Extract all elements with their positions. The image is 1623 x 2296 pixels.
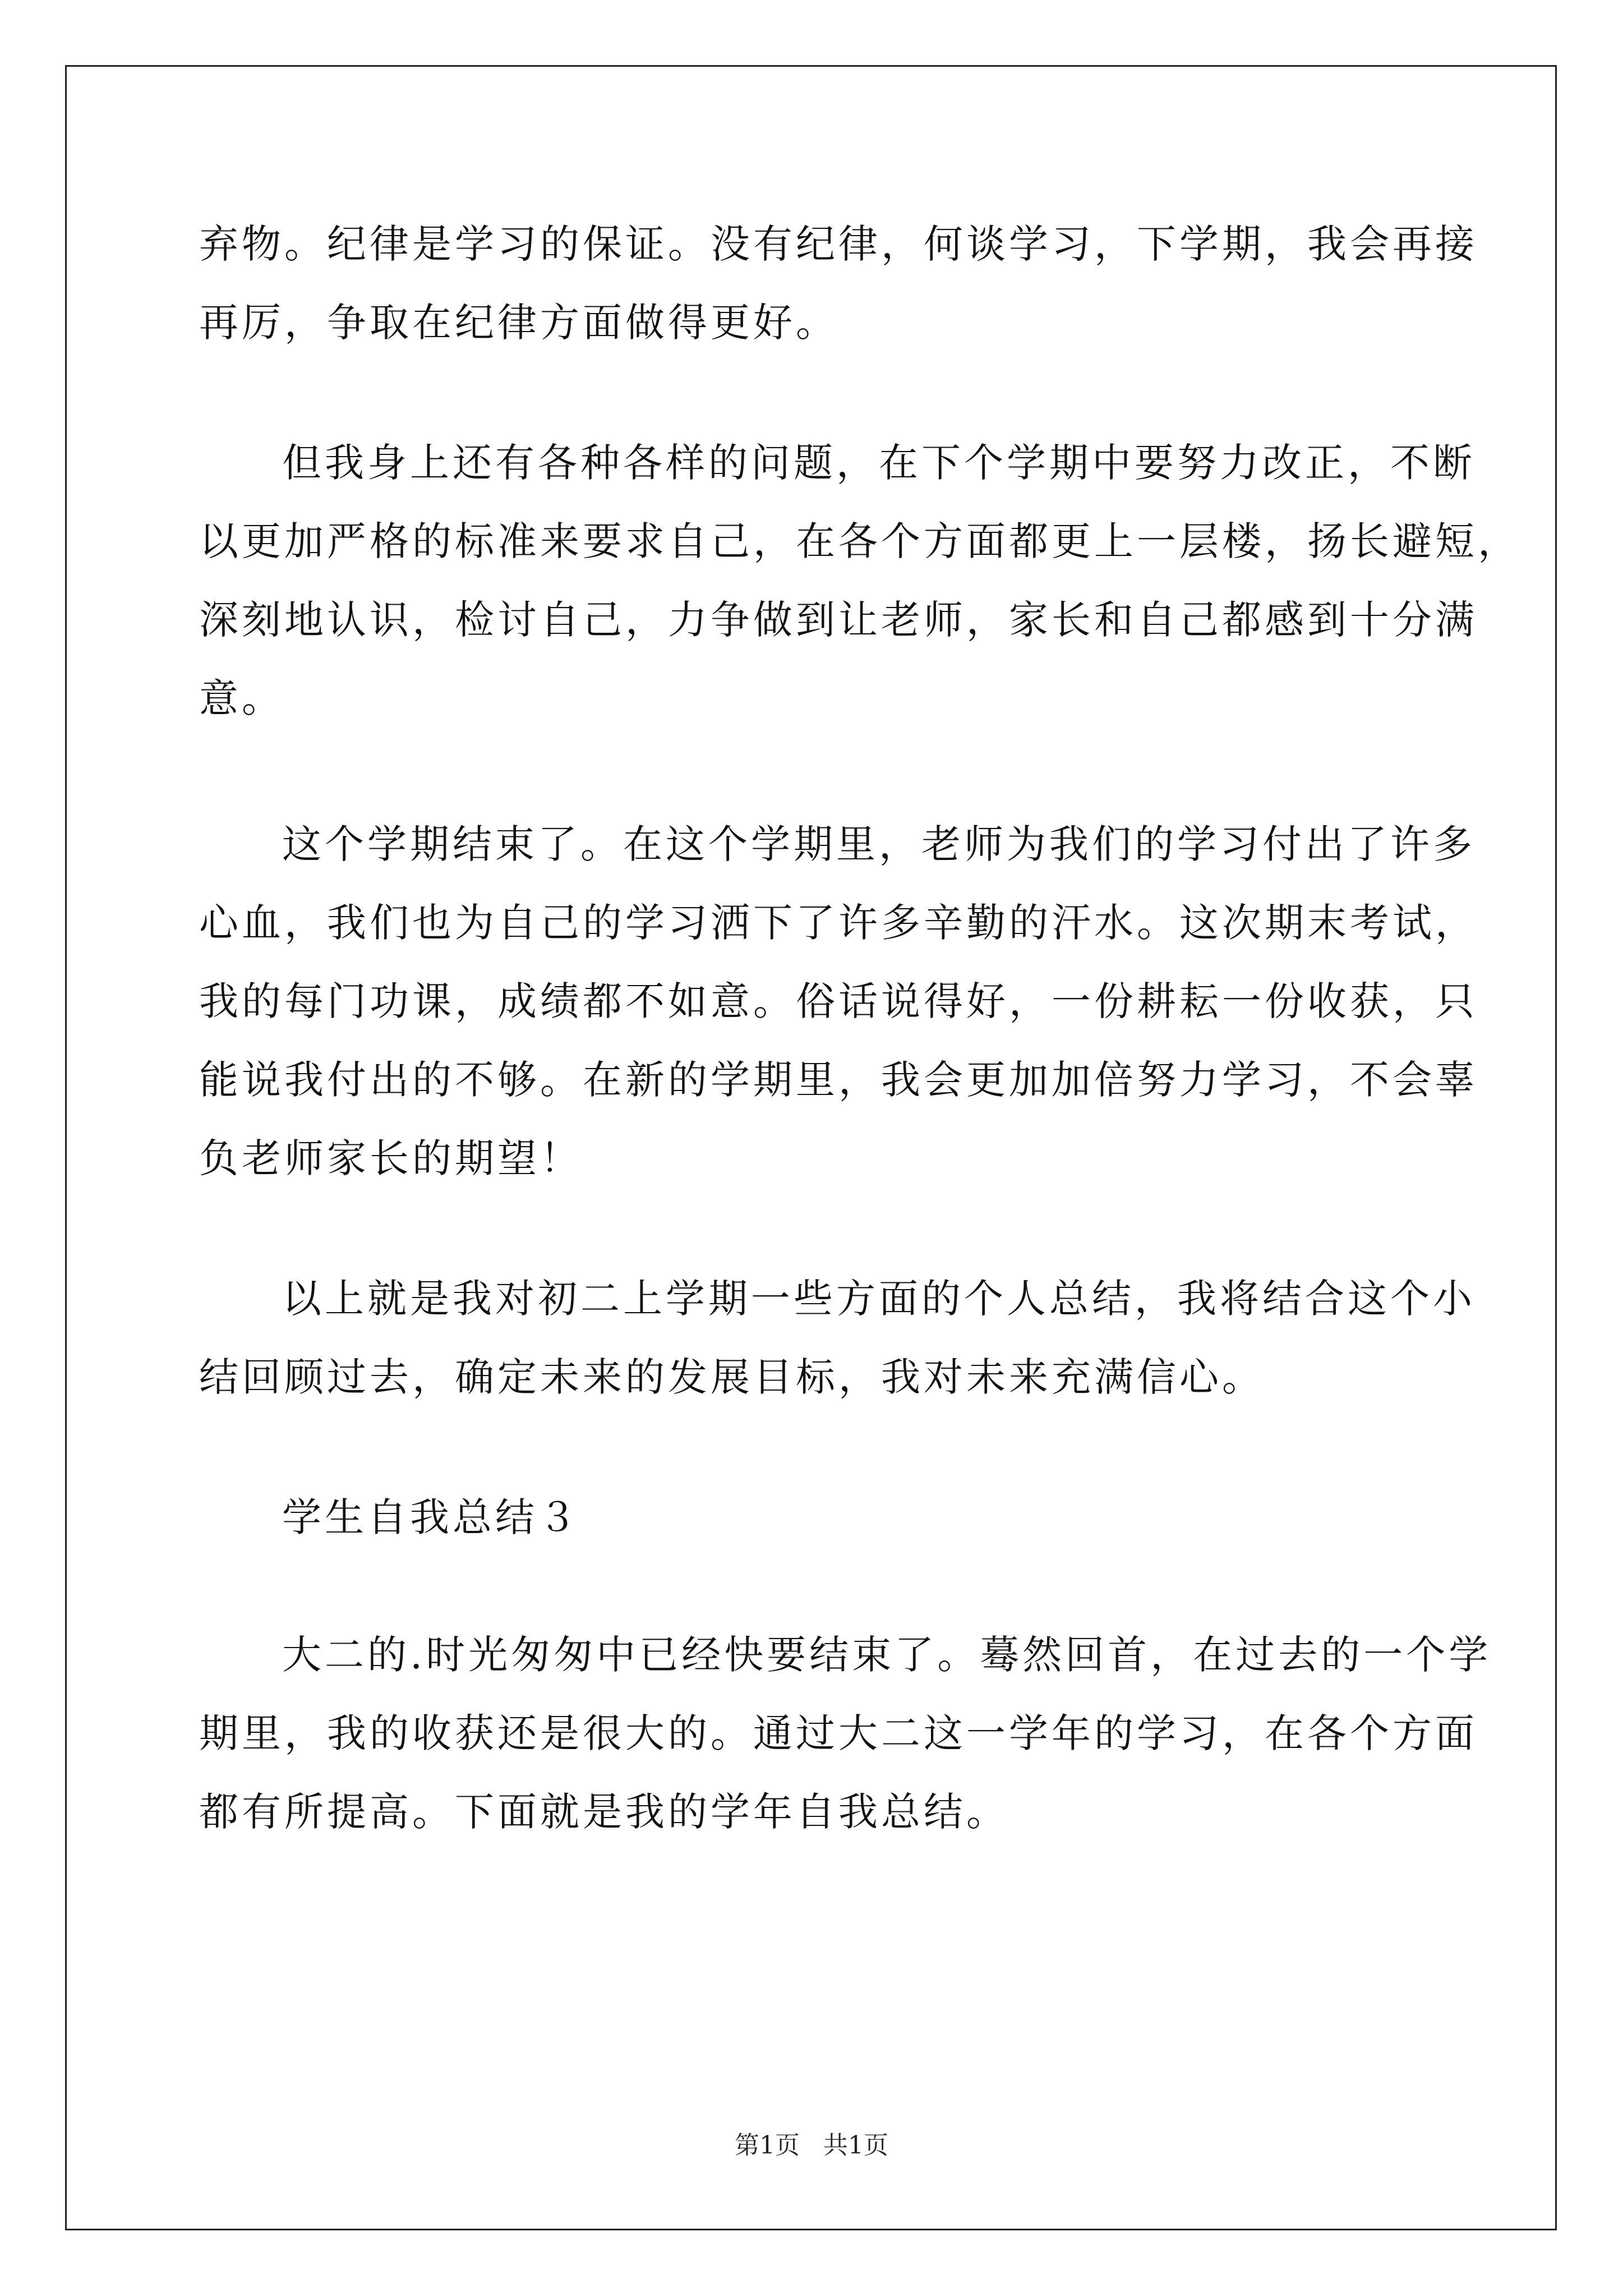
text-line: 都有所提高。下面就是我的学年自我总结。 <box>199 1789 1009 1835</box>
text-line: 能说我付出的不够。在新的学期里，我会更加加倍努力学习，不会辜 <box>199 1057 1478 1103</box>
paragraph-start-line: 但我身上还有各种各样的问题，在下个学期中要努力改正，不断 <box>282 440 1476 486</box>
text-line: 期里，我的收获还是很大的。通过大二这一学年的学习，在各个方面 <box>199 1710 1478 1756</box>
text-line: 弃物。纪律是学习的保证。没有纪律，何谈学习，下学期，我会再接 <box>199 221 1478 267</box>
page-number-total: 共1页 <box>823 2131 888 2160</box>
paragraph-start-line: 大二的.时光匆匆中已经快要结束了。蓦然回首，在过去的一个学 <box>282 1632 1492 1678</box>
text-line: 我的每门功课，成绩都不如意。俗话说得好，一份耕耘一份收获，只 <box>199 978 1478 1024</box>
page-footer <box>0 2129 1623 2162</box>
paragraph-start-line: 这个学期结束了。在这个学期里，老师为我们的学习付出了许多 <box>282 821 1476 867</box>
text-line: 以更加严格的标准来要求自己，在各个方面都更上一层楼，扬长避短， <box>199 518 1520 564</box>
text-line: 负老师家长的期望！ <box>199 1135 583 1181</box>
paragraph-start-line: 以上就是我对初二上学期一些方面的个人总结，我将结合这个小 <box>282 1276 1476 1322</box>
text-line: 结回顾过去，确定未来的发展目标，我对未来充满信心。 <box>199 1354 1265 1400</box>
text-line: 深刻地认识，检讨自己，力争做到让老师，家长和自己都感到十分满 <box>199 597 1478 643</box>
page-number-current: 第1页 <box>735 2131 800 2160</box>
section-heading: 学生自我总结３ <box>282 1494 580 1540</box>
text-line: 意。 <box>199 675 284 721</box>
text-line: 心血，我们也为自己的学习洒下了许多辛勤的汗水。这次期末考试， <box>199 900 1478 946</box>
text-line: 再厉，争取在纪律方面做得更好。 <box>199 300 838 346</box>
